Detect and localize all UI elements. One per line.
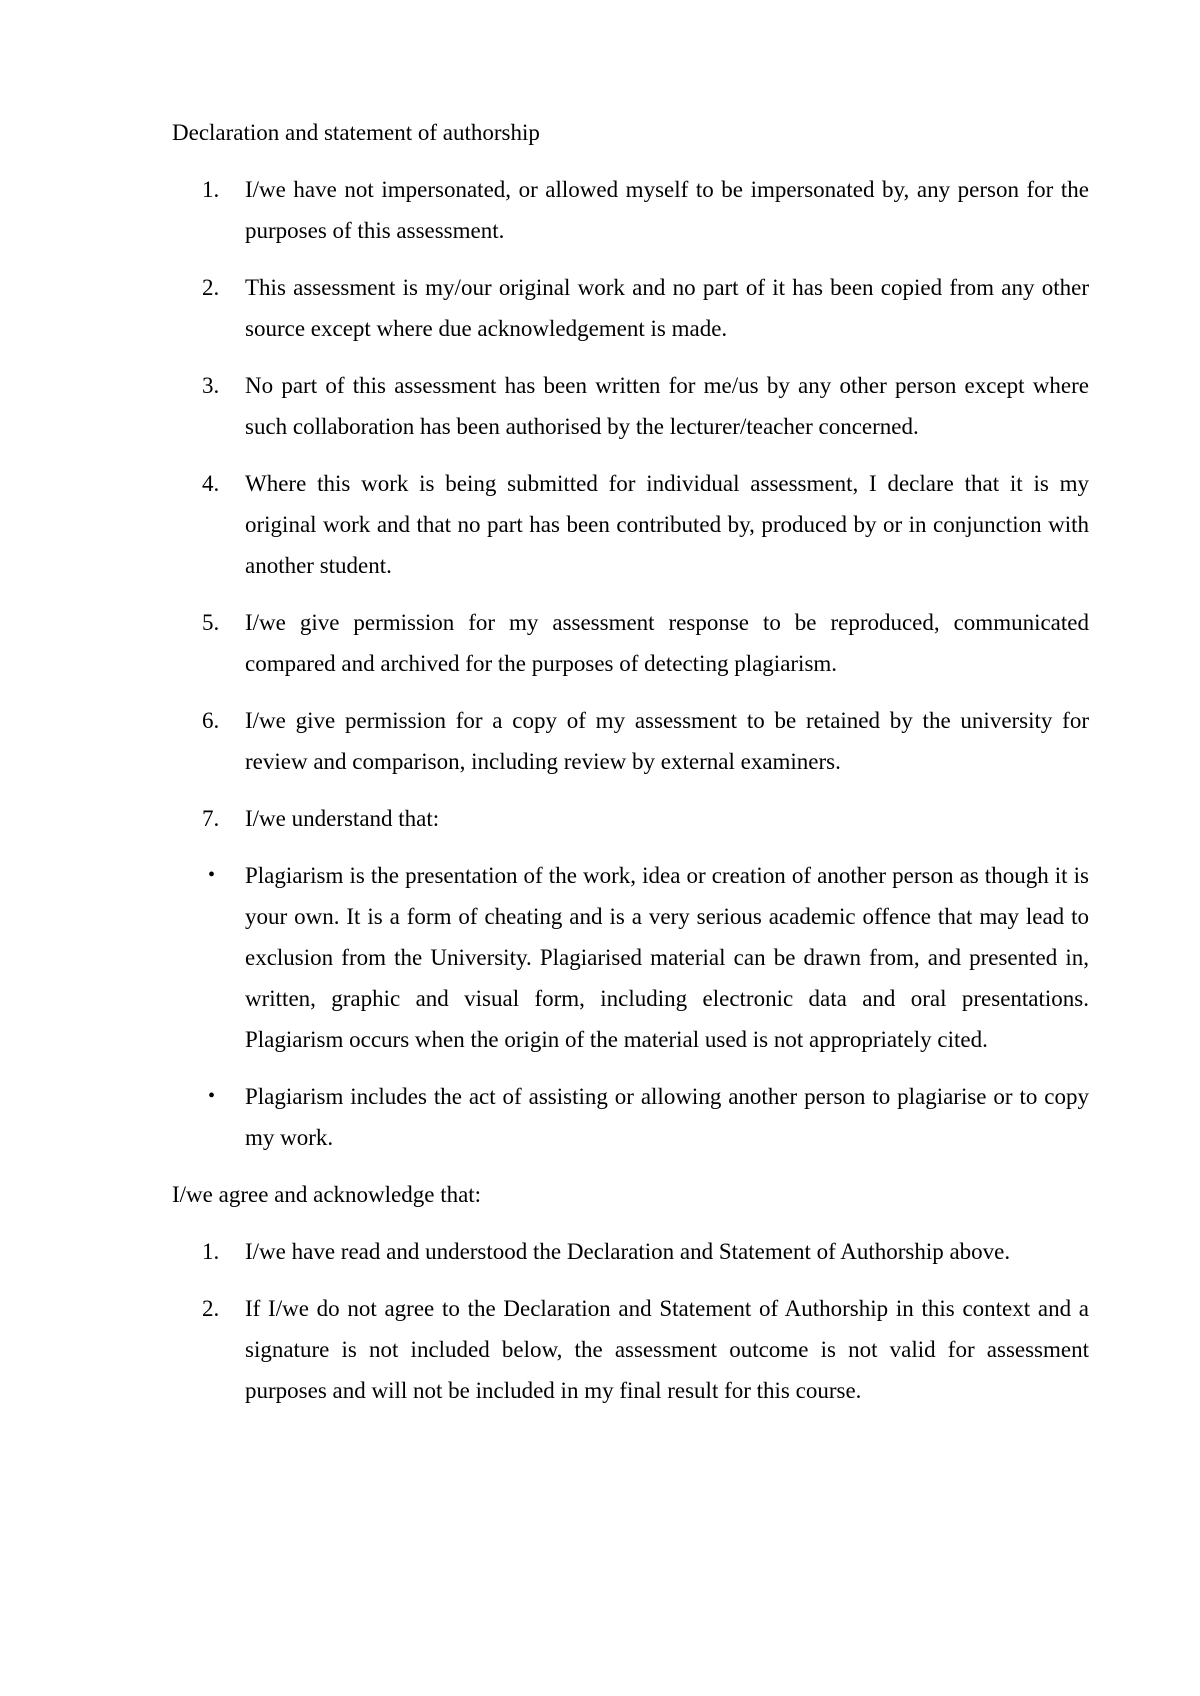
declaration-item	[172, 602, 1089, 684]
declaration-item	[172, 700, 1089, 782]
declaration-text: Where this work is being submitted for individual assessment, I declare that it is my original work and that no part has been contributed by, produced by or in conjunction with another student.	[245, 471, 1089, 578]
bullet-icon: •	[208, 864, 216, 886]
declaration-item	[172, 267, 1089, 349]
agreement-text: I/we have read and understood the Declaration and Statement of Authorship above.	[245, 1239, 1011, 1264]
agreement-text: If I/we do not agree to the Declaration and Statement of Authorship in this context and a signature is not included below, the assessment outcome is not valid for assessment purposes and will not be included in my final result for this course.	[245, 1296, 1089, 1403]
declaration-text: I/we give permission for a copy of my assessment to be retained by the university for review and comparison, including review by external examiners.	[245, 708, 1089, 774]
list-number: 2.	[202, 1296, 220, 1321]
declaration-text: I/we understand that:	[245, 806, 440, 831]
agreement-item	[172, 1231, 1089, 1272]
declaration-item	[172, 365, 1089, 447]
declaration-item	[172, 169, 1089, 251]
document-heading: Declaration and statement of authorship	[172, 120, 540, 145]
declaration-text: I/we give permission for my assessment response to be reproduced, communicated compared and archived for the purposes of detecting plagiarism.	[245, 610, 1089, 676]
list-number: 1.	[202, 177, 220, 202]
list-number: 2.	[202, 275, 220, 300]
agreement-intro: I/we agree and acknowledge that:	[172, 1182, 482, 1207]
bullet-text: Plagiarism includes the act of assisting or allowing another person to plagiarise or to copy my work.	[245, 1084, 1089, 1150]
declaration-text: This assessment is my/our original work and no part of it has been copied from any other source except where due acknowledgement is made.	[245, 275, 1089, 341]
declaration-item	[172, 463, 1089, 586]
declaration-item	[172, 798, 1089, 839]
bullet-text: Plagiarism is the presentation of the work, idea or creation of another person as though it is your own. It is a form of cheating and is a very serious academic offence that may lead to exclusion from the University. Plagiarised material can be drawn from, and presented in, written, graphic and visual form, including electronic data and oral presentations. Plagiarism occurs when the origin of the material used is not appropriately cited.	[245, 863, 1089, 1052]
declaration-text: No part of this assessment has been written for me/us by any other person except where such collaboration has been authorised by the lecturer/teacher concerned.	[245, 373, 1089, 439]
bullet-item	[172, 855, 1089, 1060]
bullet-icon: •	[208, 1085, 216, 1107]
list-number: 6.	[202, 708, 220, 733]
document-body	[172, 112, 1089, 1427]
agreement-item	[172, 1288, 1089, 1411]
plagiarism-bullet-list	[172, 855, 1089, 1158]
agreement-list	[172, 1231, 1089, 1411]
list-number: 4.	[202, 471, 220, 496]
list-number: 3.	[202, 373, 220, 398]
bullet-item	[172, 1076, 1089, 1158]
declaration-list	[172, 169, 1089, 839]
list-number: 1.	[202, 1239, 220, 1264]
list-number: 7.	[202, 806, 220, 831]
list-number: 5.	[202, 610, 220, 635]
declaration-text: I/we have not impersonated, or allowed myself to be impersonated by, any person for the purposes of this assessment.	[245, 177, 1089, 243]
